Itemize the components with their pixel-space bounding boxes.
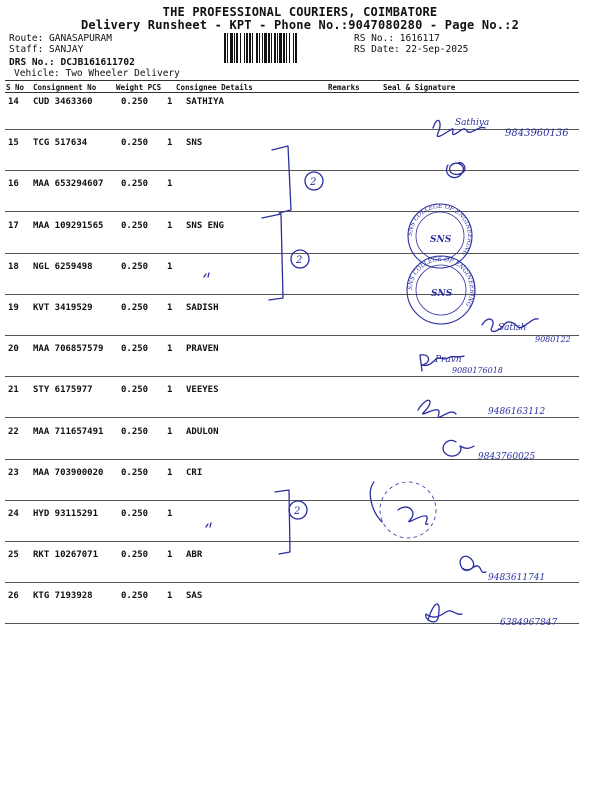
cell-weight: 0.250 <box>121 138 149 149</box>
cell-consignee: CRI <box>186 467 203 478</box>
cell-sno: 15 <box>8 138 19 149</box>
name-r19: Satish <box>498 323 527 333</box>
row-divider <box>5 170 579 171</box>
row-divider <box>5 211 579 212</box>
college-stamp-1 <box>408 204 472 268</box>
cell-sno: 18 <box>8 261 19 272</box>
bracket-mark-2 <box>262 214 283 300</box>
cell-consignee: SADISH <box>186 303 219 313</box>
faint-stamp <box>380 482 436 538</box>
cell-consignment: RKT 10267071 <box>33 550 99 561</box>
row-divider <box>5 500 579 501</box>
cell-pcs: 1 <box>167 138 173 149</box>
cell-consignee: SNS <box>186 138 203 149</box>
cell-consignee: SAS <box>186 591 203 602</box>
cell-weight: 0.250 <box>121 385 149 396</box>
signature-r21 <box>418 400 456 417</box>
cell-weight: 0.250 <box>121 550 149 561</box>
cell-consignment: HYD 93115291 <box>33 509 99 519</box>
cell-sno: 20 <box>8 344 19 355</box>
cell-pcs: 1 <box>167 97 173 107</box>
cell-pcs: 1 <box>167 261 173 272</box>
col-consignee: Consignee Details <box>176 83 253 92</box>
phone-r22: 9843760025 <box>478 452 536 462</box>
col-sno: S No <box>6 83 25 92</box>
cell-consignment: KVT 3419529 <box>33 303 93 313</box>
cell-sno: 19 <box>8 303 19 313</box>
cell-weight: 0.250 <box>121 344 149 355</box>
cell-sno: 21 <box>8 385 19 396</box>
name-r14: Sathiya <box>455 118 490 128</box>
cell-weight: 0.250 <box>121 509 149 519</box>
cell-consignment: CUD 3463360 <box>33 97 93 107</box>
cell-consignee: SATHIYA <box>186 97 224 107</box>
stamp-ring-text-2: SNS COLLEGE OF ENGINEERING <box>406 255 476 308</box>
row-divider <box>5 582 579 583</box>
signature-r20 <box>420 355 464 371</box>
college-stamp-2 <box>407 256 475 324</box>
signature-r26 <box>426 604 462 622</box>
circled-count-3 <box>289 501 307 519</box>
stamp-center-1: SNS <box>430 235 452 245</box>
tick-mark-2 <box>206 523 211 527</box>
cell-consignment: MAA 703900020 <box>33 467 104 478</box>
cell-consignment: STY 6175977 <box>33 385 93 396</box>
row-divider <box>5 623 579 624</box>
cell-weight: 0.250 <box>121 303 149 313</box>
barcode <box>224 33 350 63</box>
cell-weight: 0.250 <box>121 220 149 231</box>
row-divider <box>5 376 579 377</box>
row-divider <box>5 459 579 460</box>
bracket-mark-1 <box>272 146 291 213</box>
table-top-rule <box>5 80 579 81</box>
phone-r20: 9080176018 <box>452 366 503 375</box>
cell-consignment: MAA 653294607 <box>33 179 104 190</box>
cell-pcs: 1 <box>167 509 173 519</box>
cell-pcs: 1 <box>167 179 173 190</box>
bracket-count-3: 2 <box>294 506 301 517</box>
cell-sno: 25 <box>8 550 19 561</box>
cell-pcs: 1 <box>167 385 173 396</box>
bracket-count-2: 2 <box>296 255 303 266</box>
cell-consignment: MAA 109291565 <box>33 220 104 231</box>
cell-pcs: 1 <box>167 591 173 602</box>
row-divider <box>5 129 579 130</box>
cell-consignee: VEEYES <box>186 385 219 396</box>
col-weight-pcs: Weight PCS <box>116 83 162 92</box>
cell-pcs: 1 <box>167 344 173 355</box>
cell-weight: 0.250 <box>121 467 149 478</box>
rs-date: RS Date: 22-Sep-2025 <box>354 44 469 55</box>
cell-consignment: MAA 706857579 <box>33 344 104 355</box>
company-title: THE PROFESSIONAL COURIERS, COIMBATORE <box>162 5 438 19</box>
cell-sno: 23 <box>8 467 19 478</box>
row-divider <box>5 294 579 295</box>
runsheet-title: Delivery Runsheet - KPT - Phone No.:9047080280 - Page No.:2 <box>80 18 520 32</box>
cell-sno: 24 <box>8 509 19 519</box>
stamp-center-2: SNS <box>431 289 453 299</box>
cell-sno: 26 <box>8 591 19 602</box>
table-header-rule <box>5 92 579 93</box>
signature-r25 <box>460 556 486 572</box>
phone-r21: 9486163112 <box>488 407 546 417</box>
cell-consignment: NGL 6259498 <box>33 261 93 272</box>
cell-consignment: TCG 517634 <box>33 138 88 149</box>
drs-number: DRS No.: DCJB161611702 <box>9 57 135 68</box>
tick-mark-1 <box>204 273 209 277</box>
phone-r19: 9080122 <box>535 335 571 344</box>
col-seal-signature: Seal & Signature <box>383 83 456 92</box>
row-divider <box>5 541 579 542</box>
row-divider <box>5 253 579 254</box>
cell-weight: 0.250 <box>121 179 149 190</box>
cell-weight: 0.250 <box>121 261 149 272</box>
phone-r26: 6384967847 <box>500 618 558 628</box>
phone-r25: 9483611741 <box>488 573 546 583</box>
cell-consignee: ABR <box>186 550 203 561</box>
rs-number: RS No.: 1616117 <box>354 33 440 44</box>
cell-pcs: 1 <box>167 220 173 231</box>
cell-consignee: ADULON <box>186 426 219 437</box>
vehicle-label: Vehicle: Two Wheeler Delivery <box>14 68 180 79</box>
cell-sno: 16 <box>8 179 19 190</box>
bracket-count-1: 2 <box>310 177 317 188</box>
cell-consignee: PRAVEN <box>186 344 219 355</box>
cell-weight: 0.250 <box>121 97 149 107</box>
cell-pcs: 1 <box>167 303 173 313</box>
cell-consignment: KTG 7193928 <box>33 591 93 602</box>
college-stamp-2-inner <box>416 265 466 315</box>
cell-weight: 0.250 <box>121 591 149 602</box>
stamp-ring-text-1: SNS COLLEGE OF ENGINEERING <box>406 202 474 257</box>
signature-r24 <box>370 482 428 524</box>
cell-sno: 22 <box>8 426 19 437</box>
row-divider <box>5 335 579 336</box>
name-r20: Pravn <box>435 355 462 365</box>
cell-pcs: 1 <box>167 426 173 437</box>
circled-count-1 <box>305 172 323 190</box>
phone-r14: 9843960136 <box>505 128 569 139</box>
col-remarks: Remarks <box>328 83 360 92</box>
col-consignment: Consignment No <box>33 83 97 92</box>
cell-consignee: SNS ENG <box>186 220 224 231</box>
route-label: Route: GANASAPURAM <box>9 33 112 44</box>
staff-label: Staff: SANJAY <box>9 44 84 55</box>
cell-pcs: 1 <box>167 550 173 561</box>
cell-sno: 17 <box>8 220 19 231</box>
signature-r22 <box>443 440 474 456</box>
signature-r19 <box>482 319 538 332</box>
cell-sno: 14 <box>8 97 19 107</box>
cell-pcs: 1 <box>167 467 173 478</box>
cell-weight: 0.250 <box>121 426 149 437</box>
barcode-bar <box>297 33 298 63</box>
cell-consignment: MAA 711657491 <box>33 426 104 437</box>
row-divider <box>5 417 579 418</box>
